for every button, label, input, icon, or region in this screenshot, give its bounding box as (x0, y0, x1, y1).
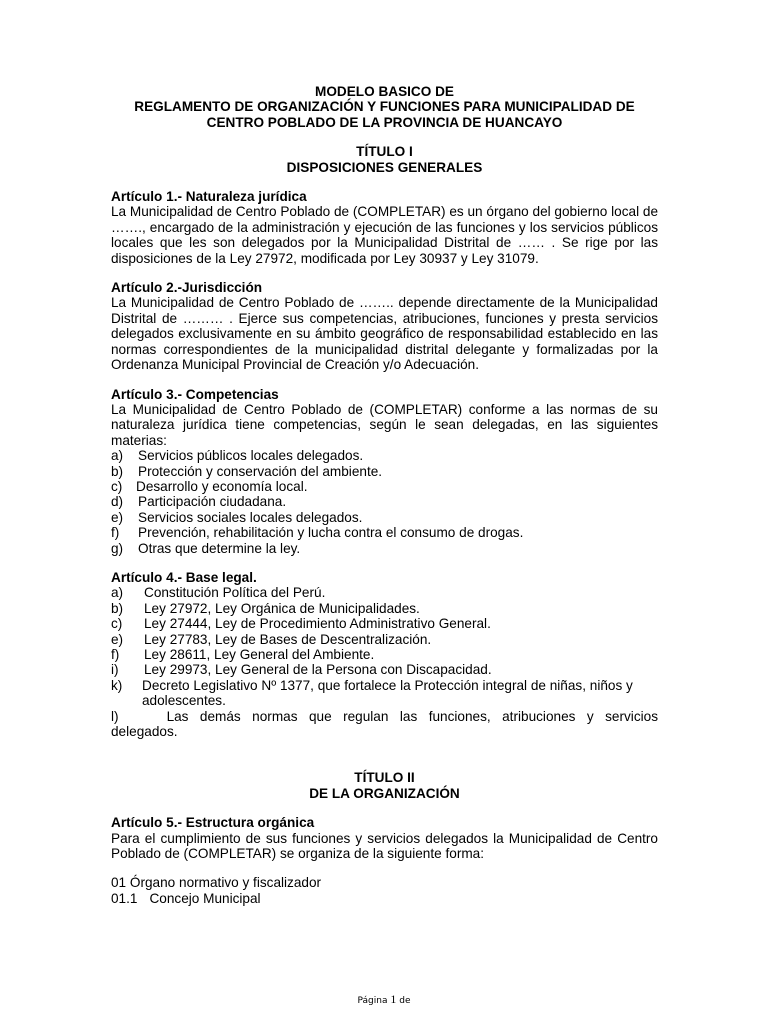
article-1 (111, 189, 658, 266)
footer-suffix: de (399, 996, 411, 1006)
titulo-1 (111, 144, 658, 175)
article-5 (111, 815, 658, 906)
article-1-heading: Artículo 1.- Naturaleza jurídica (111, 189, 307, 205)
titulo-2 (111, 770, 658, 801)
article-3 (111, 387, 658, 556)
list-item: b) Ley 27972, Ley Orgánica de Municipalidades. (111, 600, 420, 616)
article-2-text: La Municipalidad de Centro Poblado de …….. depende directamente de la Municipalidad Distrital de ……… . Ejerce sus competencias, atribuciones, funciones y presta servicios delegados exclusivamente en su ámbito geográfico de responsabilidad establecido en las normas correspondientes de la municipalidad distrital delegante y formalizadas por la Ordenanza Municipal Provincial de Creación y/o Adecuación. (111, 295, 658, 373)
titulo-1-label: TÍTULO I (356, 144, 413, 160)
titulo-2-name: DE LA ORGANIZACIÓN (309, 785, 460, 801)
list-item: f) Prevención, rehabilitación y lucha contra el consumo de drogas. (111, 525, 524, 541)
article-3-heading: Artículo 3.- Competencias (111, 386, 279, 402)
list-item: e) Ley 27783, Ley de Bases de Descentralización. (111, 631, 432, 647)
article-5-text: Para el cumplimiento de sus funciones y servicios delegados la Municipalidad de Centro Poblado de (COMPLETAR) se organiza de la siguiente forma: (111, 830, 658, 862)
document-page (111, 84, 658, 906)
page-footer (0, 992, 768, 1009)
article-4-heading: Artículo 4.- Base legal. (111, 569, 257, 585)
footer-page-number: 1 (390, 992, 397, 1006)
article-2 (111, 280, 658, 372)
titulo-1-name: DISPOSICIONES GENERALES (286, 159, 483, 175)
title-line-2: REGLAMENTO DE ORGANIZACIÓN Y FUNCIONES PARA MUNICIPALIDAD DE (134, 99, 635, 115)
list-item: a) Constitución Política del Perú. (111, 585, 326, 601)
list-item: b) Protección y conservación del ambiente. (111, 463, 383, 479)
list-item: c) Desarrollo y economía local. (111, 478, 308, 494)
article-3-text: La Municipalidad de Centro Poblado de (COMPLETAR) conforme a las normas de su naturaleza jurídica tiene competencias, según le sean delegadas, en las siguientes materias: (111, 401, 658, 448)
article-4 (111, 570, 658, 739)
article-1-text: La Municipalidad de Centro Poblado de (COMPLETAR) es un órgano del gobierno local de ……., encargado de la administración y ejecución de las funciones y los servicios públicos locales que les son delegados por la Municipalidad Distrital de …… . Se rige por las disposiciones de la Ley 27972, modificada por Ley 30937 y Ley 31079. (111, 204, 658, 266)
list-item: a) Servicios públicos locales delegados. (111, 448, 364, 464)
list-item: c) Ley 27444, Ley de Procedimiento Administrativo General. (111, 616, 491, 632)
title-line-3: CENTRO POBLADO DE LA PROVINCIA DE HUANCAYO (206, 114, 563, 130)
structure-line-1: 01 Órgano normativo y fiscalizador (111, 875, 322, 891)
list-item: e) Servicios sociales locales delegados. (111, 509, 363, 525)
titulo-2-label: TÍTULO II (354, 770, 415, 786)
list-item: g) Otras que determine la ley. (111, 540, 301, 556)
list-item: l) Las demás normas que regulan las funciones, atribuciones y servicios delegados. (111, 708, 658, 740)
article-2-heading: Artículo 2.-Jurisdicción (111, 280, 263, 296)
structure-line-2: 01.1 Concejo Municipal (111, 890, 261, 906)
list-item: i) Ley 29973, Ley General de la Persona con Discapacidad. (111, 662, 492, 678)
list-item: k) Decreto Legislativo Nº 1377, que fortalece la Protección integral de niñas, niños y adolescentes. (111, 677, 633, 709)
list-item: f) Ley 28611, Ley General del Ambiente. (111, 647, 375, 662)
article-5-heading: Artículo 5.- Estructura orgánica (111, 815, 315, 831)
article-3-list (111, 448, 658, 556)
title-line-1: MODELO BASICO DE (315, 84, 454, 99)
list-item: d) Participación ciudadana. (111, 494, 287, 510)
document-title (111, 84, 658, 130)
footer-prefix: Página (357, 996, 388, 1006)
article-4-list (111, 585, 658, 739)
